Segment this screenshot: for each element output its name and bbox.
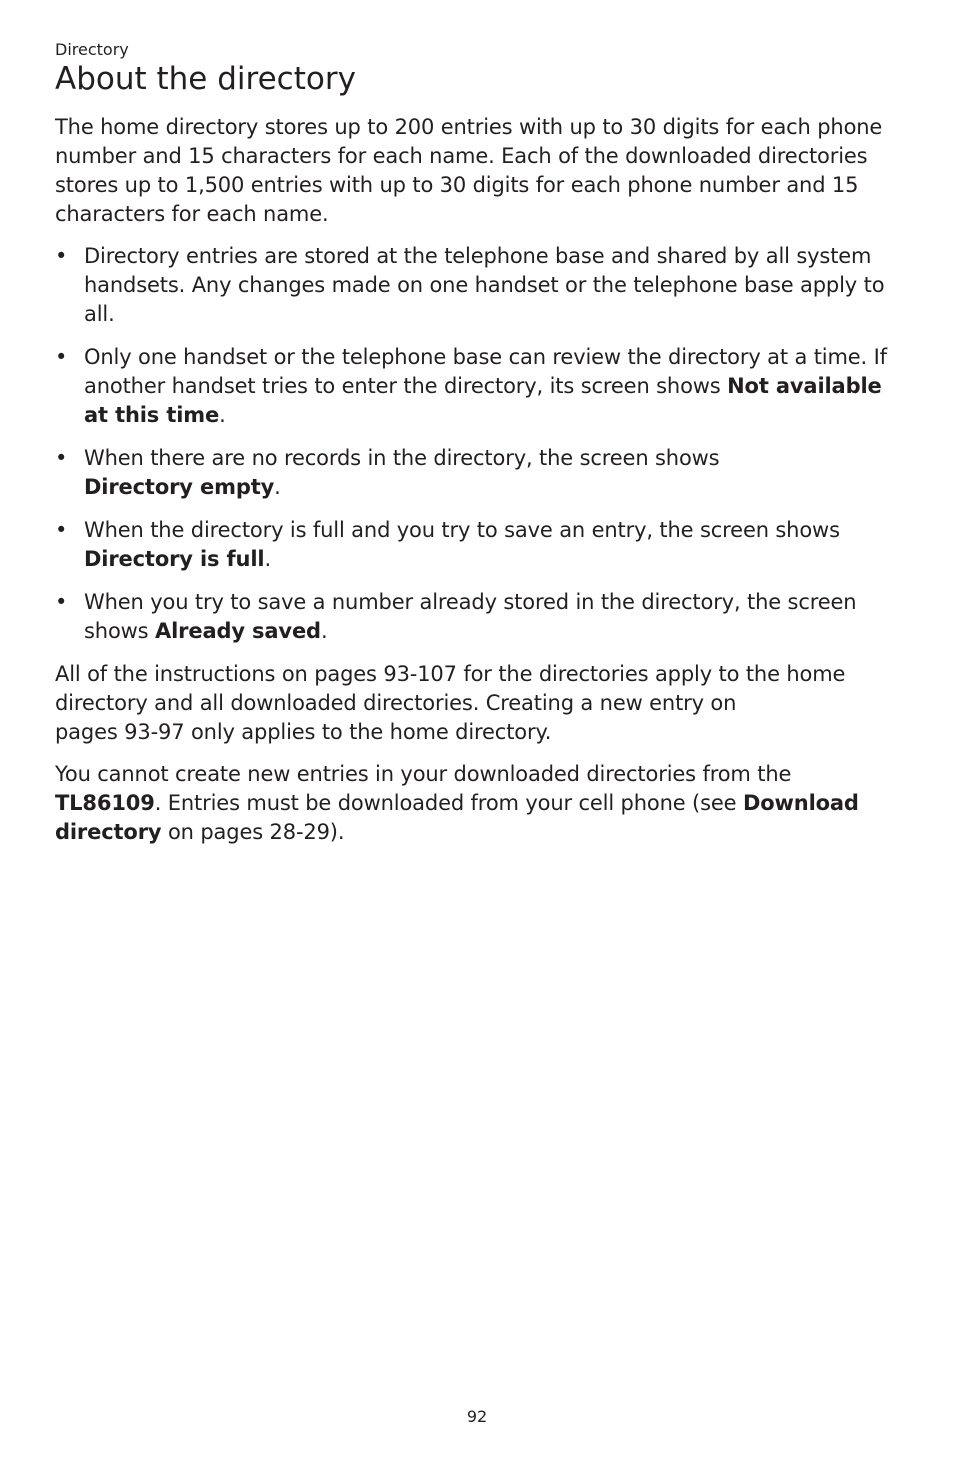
bullet-icon: • [55, 446, 68, 470]
instructions-paragraph [55, 660, 903, 747]
screen-message: Directory empty [84, 475, 275, 499]
bullet-text: When you try to save a number already stored in the directory, the screen shows [84, 590, 857, 643]
bullet-text-end: . [320, 619, 328, 643]
bullet-text-end: . [219, 403, 226, 427]
intro-paragraph: The home directory stores up to 200 entries with up to 30 digits for each phone number and 15 characters for each name. Each of the downloaded directories stores up to 1,500 entries with up to 30 digits for each phone number and 15 characters for each name. [55, 115, 883, 226]
download-directory-reference: Download directory [55, 791, 859, 844]
bullet-item [55, 242, 903, 329]
model-number: TL86109 [55, 791, 155, 815]
bullet-text-end: . [264, 547, 271, 571]
screen-message: Already saved [155, 619, 321, 643]
bullet-text: Only one handset or the telephone base can review the directory at a time. If another handset tries to enter the directory, its screen shows [84, 345, 887, 398]
closing-paragraph [55, 760, 903, 847]
bullet-icon: • [55, 345, 68, 369]
page-content [55, 40, 903, 860]
bullet-text-end: . [274, 475, 281, 499]
screen-message: Directory is full [84, 547, 265, 571]
bullet-list [55, 242, 903, 646]
screen-message: Not available at this time [84, 374, 882, 427]
closing-text: on pages 28-29). [161, 820, 345, 844]
bullet-item [55, 516, 903, 574]
closing-text: You cannot create new entries in your downloaded directories from the [55, 762, 792, 786]
bullet-text: Directory entries are stored at the telephone base and shared by all system handsets. Any changes made on one handset or the telephone base apply to all. [84, 244, 885, 326]
bullet-text: When there are no records in the directory, the screen shows [84, 446, 720, 470]
page-number: 92 [466, 1407, 488, 1426]
page-title: About the directory [55, 61, 356, 97]
instructions-line: pages 93-97 only applies to the home directory. [55, 720, 552, 744]
bullet-text: When the directory is full and you try to save an entry, the screen shows [84, 518, 840, 542]
instructions-line: All of the instructions on pages 93-107 for the directories apply to the home directory and all downloaded directories. Creating a new entry on [55, 662, 846, 715]
bullet-item [55, 343, 903, 430]
section-label: Directory [55, 40, 129, 59]
closing-text: . Entries must be downloaded from your cell phone (see [154, 791, 743, 815]
bullet-icon: • [55, 244, 68, 268]
bullet-icon: • [55, 518, 68, 542]
bullet-item [55, 588, 903, 646]
bullet-icon: • [55, 590, 68, 614]
bullet-item [55, 444, 903, 502]
